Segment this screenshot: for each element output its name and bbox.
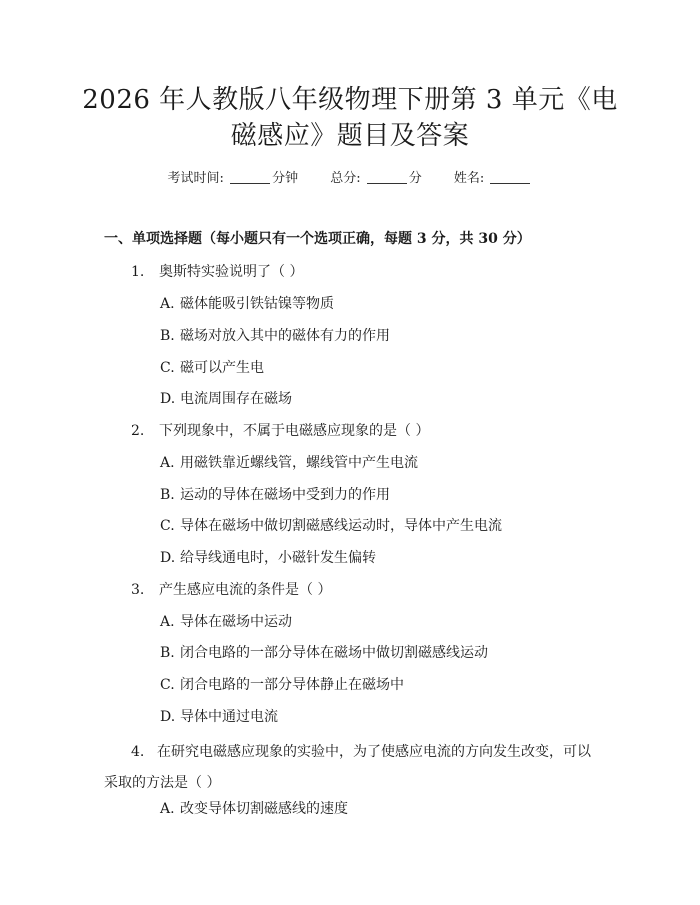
total-score-label: 总分:	[330, 171, 361, 186]
option-letter: C.	[160, 518, 175, 534]
option-letter: D.	[160, 391, 176, 407]
total-score-field	[330, 171, 426, 186]
option-letter: C.	[160, 360, 175, 376]
document-title-line-1: 2026 年人教版八年级物理下册第 3 单元《电	[82, 85, 618, 115]
question-2-option-c	[160, 516, 502, 536]
name-field	[454, 171, 533, 186]
total-score-blank	[367, 169, 407, 184]
option-text: 导体中通过电流	[180, 709, 278, 725]
question-2-option-a	[160, 453, 418, 473]
exam-time-unit: 分钟	[272, 171, 299, 186]
option-letter: B.	[160, 328, 175, 344]
option-letter: B.	[160, 487, 175, 503]
exam-info-line	[0, 169, 700, 188]
option-text: 运动的导体在磁场中受到力的作用	[180, 487, 390, 503]
question-text: 奥斯特实验说明了（ ）	[159, 264, 304, 280]
question-3-option-c	[160, 675, 404, 695]
option-text: 导体在磁场中做切割磁感线运动时，导体中产生电流	[180, 518, 502, 534]
question-1-option-a	[160, 294, 334, 314]
option-text: 闭合电路的一部分导体在磁场中做切割磁感线运动	[180, 645, 488, 661]
question-text: 在研究电磁感应现象的实验中，为了使感应电流的方向发生改变，可以采取的方法是（ ）	[104, 744, 591, 791]
option-letter: A.	[160, 614, 175, 630]
exam-time-blank	[230, 169, 270, 184]
question-3-option-a	[160, 612, 292, 632]
question-3	[131, 580, 331, 600]
option-letter: C.	[160, 677, 175, 693]
option-letter: A.	[160, 801, 175, 817]
question-2	[131, 421, 429, 441]
question-text: 产生感应电流的条件是（ ）	[159, 582, 332, 598]
exam-time-label: 考试时间:	[167, 171, 224, 186]
question-4	[104, 737, 600, 799]
option-text: 改变导体切割磁感线的速度	[180, 801, 348, 817]
question-4-option-a	[160, 799, 348, 819]
question-number: 3.	[131, 582, 145, 598]
name-blank	[490, 169, 530, 184]
question-number: 2.	[131, 423, 145, 439]
question-1-option-b	[160, 326, 390, 346]
question-3-option-d	[160, 707, 278, 727]
section-title-single-choice: 一、单项选择题（每小题只有一个选项正确，每题 3 分，共 30 分）	[104, 231, 531, 247]
question-number: 1.	[131, 264, 145, 280]
question-1	[131, 262, 303, 282]
exam-time-field	[168, 171, 303, 186]
question-2-option-d	[160, 548, 376, 568]
option-text: 给导线通电时，小磁针发生偏转	[180, 550, 376, 566]
option-letter: D.	[160, 709, 176, 725]
document-title-line-2: 磁感应》题目及答案	[230, 121, 470, 151]
option-text: 闭合电路的一部分导体静止在磁场中	[180, 677, 404, 693]
total-score-unit: 分	[408, 171, 422, 186]
option-text: 用磁铁靠近螺线管，螺线管中产生电流	[180, 455, 418, 471]
question-number: 4.	[131, 744, 145, 760]
option-text: 电流周围存在磁场	[180, 391, 292, 407]
option-text: 磁可以产生电	[180, 360, 264, 376]
question-1-option-c	[160, 358, 264, 378]
option-text: 导体在磁场中运动	[180, 614, 292, 630]
question-1-option-d	[160, 389, 292, 409]
option-letter: B.	[160, 645, 175, 661]
name-label: 姓名:	[453, 171, 485, 186]
option-text: 磁体能吸引铁钴镍等物质	[180, 296, 334, 312]
question-3-option-b	[160, 643, 488, 663]
option-letter: D.	[160, 550, 176, 566]
option-letter: A.	[160, 455, 175, 471]
option-text: 磁场对放入其中的磁体有力的作用	[180, 328, 390, 344]
question-2-option-b	[160, 485, 390, 505]
question-text: 下列现象中，不属于电磁感应现象的是（ ）	[159, 423, 430, 439]
option-letter: A.	[160, 296, 175, 312]
